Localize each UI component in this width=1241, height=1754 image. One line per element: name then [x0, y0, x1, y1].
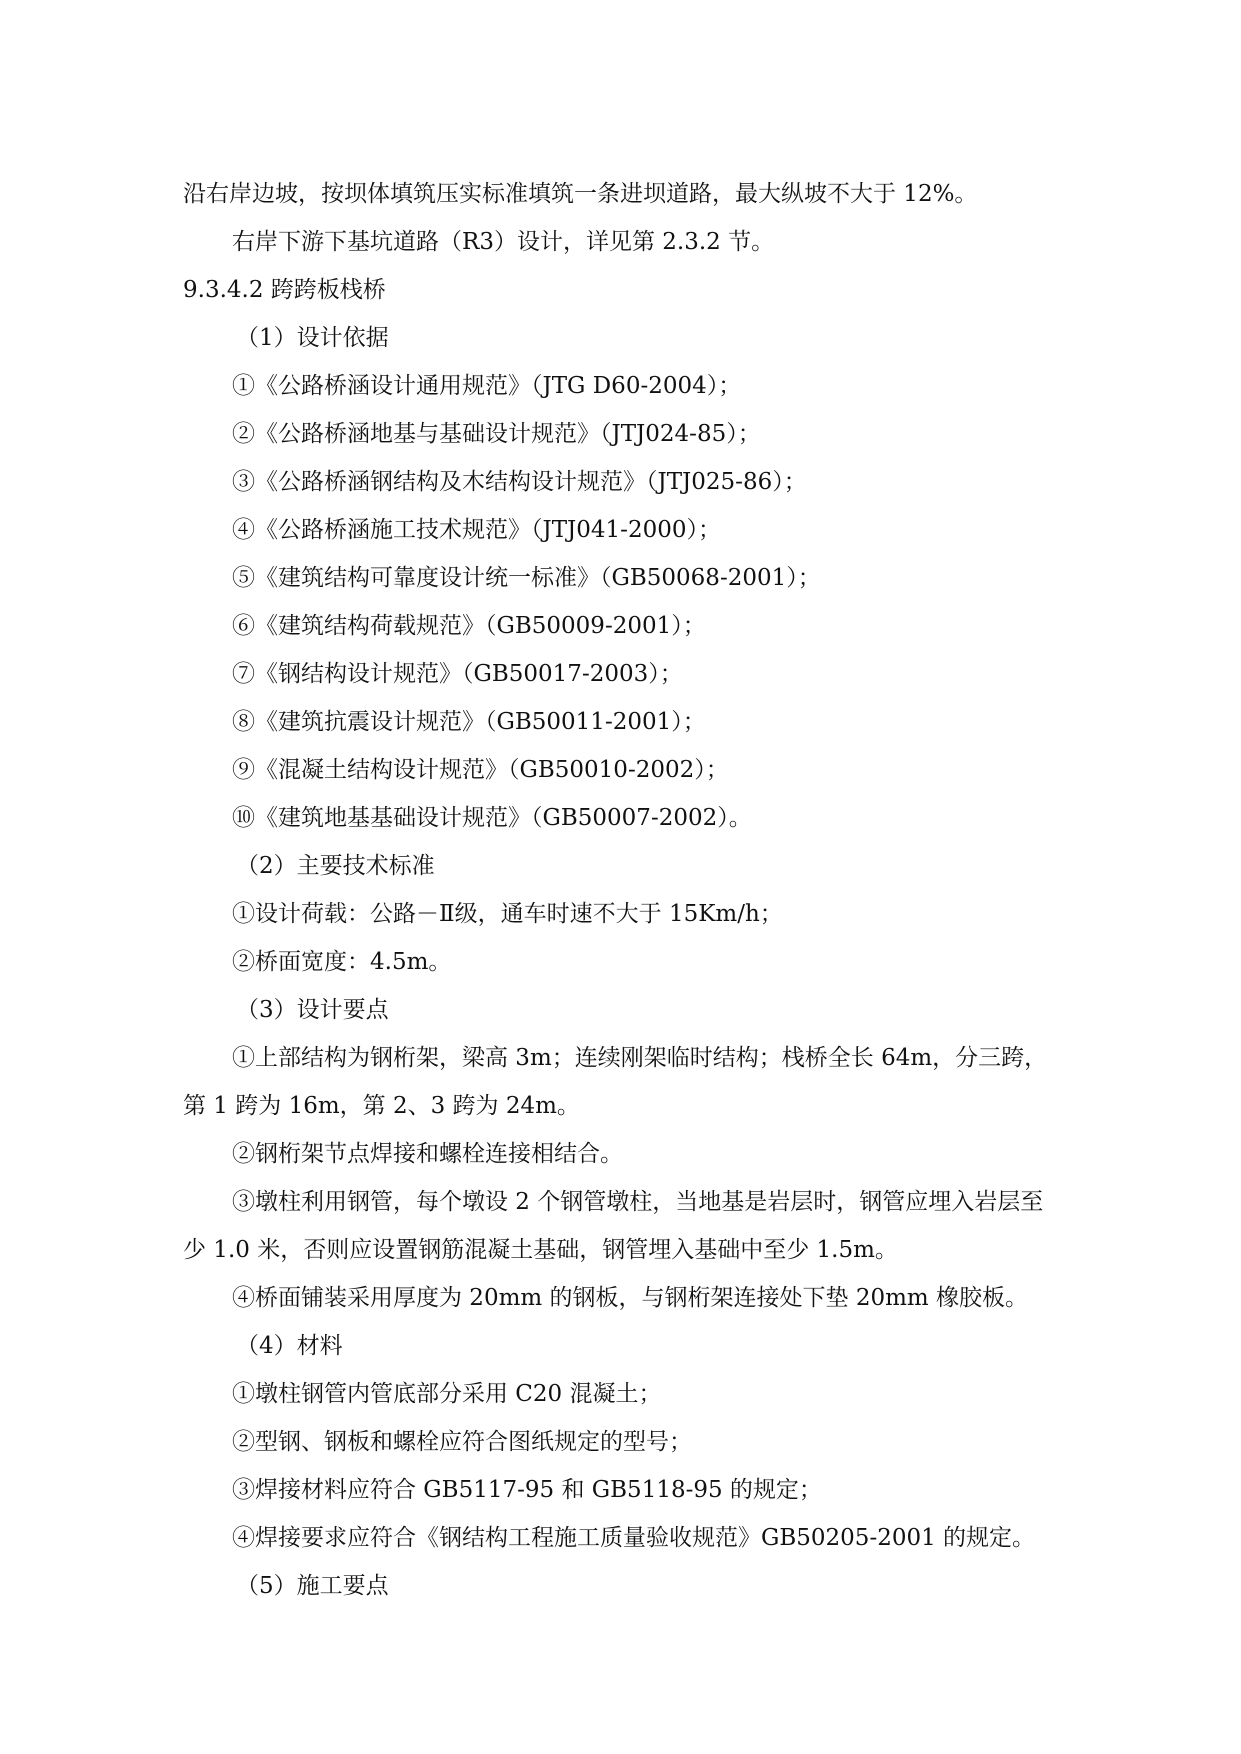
- list-item: ①《公路桥涵设计通用规范》（JTG D60-2004）；: [232, 373, 742, 399]
- list-item: ⑥《建筑结构荷载规范》（GB50009-2001）；: [232, 613, 706, 639]
- list-item: ②《公路桥涵地基与基础设计规范》（JTJ024-85）；: [232, 421, 761, 447]
- list-item: ②桥面宽度：4.5m。: [232, 949, 452, 975]
- list-item: ③《公路桥涵钢结构及木结构设计规范》（JTJ025-86）；: [232, 469, 807, 495]
- subsection-heading: （3）设计要点: [236, 997, 389, 1023]
- paragraph-line: 右岸下游下基坑道路（R3）设计，详见第 2.3.2 节。: [232, 229, 775, 255]
- list-item: ①墩柱钢管内管底部分采用 C20 混凝土；: [232, 1381, 662, 1407]
- subsection-heading: （2）主要技术标准: [236, 853, 435, 879]
- list-item: ③墩柱利用钢管，每个墩设 2 个钢管墩柱，当地基是岩层时，钢管应埋入岩层至: [232, 1189, 1044, 1215]
- list-item-continuation: 少 1.0 米，否则应设置钢筋混凝土基础，钢管埋入基础中至少 1.5m。: [183, 1237, 898, 1263]
- list-item: ⑧《建筑抗震设计规范》（GB50011-2001）；: [232, 709, 706, 735]
- list-item: ①设计荷载：公路－Ⅱ级，通车时速不大于 15Km/h；: [232, 901, 783, 927]
- list-item: ⑨《混凝土结构设计规范》（GB50010-2002）；: [232, 757, 729, 783]
- list-item: ⑩《建筑地基基础设计规范》（GB50007-2002）。: [232, 805, 752, 831]
- list-item: ④焊接要求应符合《钢结构工程施工质量验收规范》GB50205-2001 的规定。: [232, 1525, 1036, 1551]
- subsection-heading: （5）施工要点: [236, 1573, 389, 1599]
- list-item: ③焊接材料应符合 GB5117-95 和 GB5118-95 的规定；: [232, 1477, 822, 1503]
- paragraph-line: 沿右岸边坡，按坝体填筑压实标准填筑一条进坝道路，最大纵坡不大于 12%。: [183, 181, 978, 207]
- list-item: ④桥面铺装采用厚度为 20mm 的钢板，与钢桁架连接处下垫 20mm 橡胶板。: [232, 1285, 1029, 1311]
- list-item-continuation: 第 1 跨为 16m，第 2、3 跨为 24m。: [183, 1093, 580, 1119]
- list-item: ②钢桁架节点焊接和螺栓连接相结合。: [232, 1141, 623, 1167]
- list-item: ①上部结构为钢桁架，梁高 3m；连续刚架临时结构；栈桥全长 64m，分三跨，: [232, 1045, 1048, 1071]
- list-item: ⑦《钢结构设计规范》（GB50017-2003）；: [232, 661, 683, 687]
- section-heading: 9.3.4.2 跨跨板栈桥: [183, 277, 386, 303]
- list-item: ④《公路桥涵施工技术规范》（JTJ041-2000）；: [232, 517, 721, 543]
- list-item: ②型钢、钢板和螺栓应符合图纸规定的型号；: [232, 1429, 692, 1455]
- subsection-heading: （1）设计依据: [236, 325, 389, 351]
- subsection-heading: （4）材料: [236, 1333, 343, 1359]
- list-item: ⑤《建筑结构可靠度设计统一标准》（GB50068-2001）；: [232, 565, 821, 591]
